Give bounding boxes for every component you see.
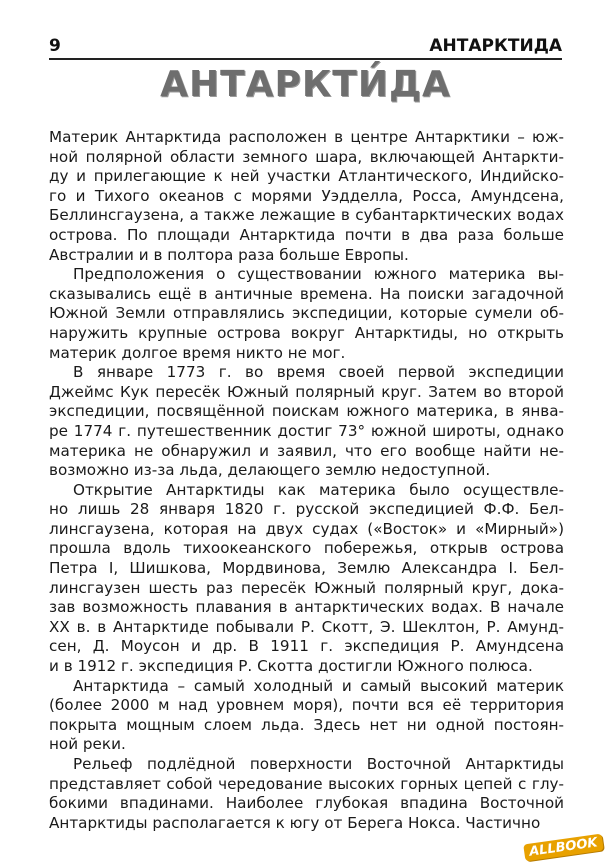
- text-line: бокими впадинами. Наиболее глубокая впадина Восточной: [49, 794, 564, 813]
- text-line: Беллинсгаузена, а также лежащие в субантарктических водах: [49, 206, 564, 225]
- text-line: материка не обнаружил и заявил, что его вообще найти не-: [49, 441, 564, 460]
- text-line: экспедиции, посвящённой поискам южного материка, в янва-: [49, 402, 564, 421]
- text-line: Открытие Антарктиды как материка было осуществле-: [73, 480, 564, 499]
- text-line: прошла вдоль тихоокеанского побережья, открыв острова: [49, 539, 564, 558]
- text-line: Петра I, Шишкова, Мордвинова, Землю Александра I. Бел-: [49, 559, 564, 578]
- text-line: материк долгое время никто не мог.: [49, 343, 346, 362]
- article-body: [49, 128, 564, 833]
- text-line: Предположения о существовании южного материка вы-: [73, 265, 564, 284]
- text-line: сен, Д. Моусон и др. В 1911 г. экспедиция Р. Амундсена: [49, 637, 564, 656]
- paragraph: [49, 755, 564, 833]
- paragraph: [49, 481, 564, 677]
- text-line: Антарктида – самый холодный и самый высокий материк: [73, 676, 564, 695]
- text-line: Материк Антарктида расположен в центре Антарктики – юж-: [49, 128, 564, 146]
- watermark-logo: [523, 834, 603, 862]
- text-line: XX в. в Антарктиде побывали Р. Скотт, Э. Шеклтон, Р. Амунд-: [49, 617, 564, 636]
- text-line: возможно из-за льда, делающего землю недоступной.: [49, 461, 491, 480]
- text-line: Австралии и в полтора раза больше Европы.: [49, 245, 409, 264]
- running-section-title: АНТАРКТИДА: [429, 36, 562, 56]
- text-line: Южной Земли отправлялись экспедиции, которые сумели об-: [49, 304, 564, 323]
- paragraph: [49, 265, 564, 363]
- text-line: острова. По площади Антарктида почти в два раза больше: [49, 225, 564, 244]
- text-line: наружить крупные острова вокруг Антарктиды, но открыть: [49, 323, 564, 342]
- text-line: ре 1774 г. путешественник достиг 73° южной широты, однако: [49, 421, 564, 440]
- page-title: АНТАРКТИ́ДА: [160, 64, 451, 105]
- paragraph: [49, 677, 564, 755]
- text-line: линсгаузен шесть раз пересёк Южный полярный круг, дока-: [49, 578, 564, 597]
- text-line: Рельеф подлёдной поверхности Восточной Антарктиды: [73, 755, 564, 773]
- text-line: покрыта мощным слоем льда. Здесь нет ни одной постоян-: [49, 715, 564, 734]
- text-line: ду и прилегающие к ней участки Атлантического, Индийско-: [49, 167, 564, 186]
- paragraph: [49, 128, 564, 265]
- page-number: 9: [49, 36, 61, 56]
- text-line: сказывались ещё в античные времена. На поиски загадочной: [49, 284, 564, 303]
- text-line: Джеймс Кук пересёк Южный полярный круг. Затем во второй: [49, 382, 564, 401]
- watermark-text: ALLBOOK: [523, 834, 603, 862]
- paragraph: [49, 363, 564, 481]
- text-line: (более 2000 м над уровнем моря), почти вся её территория: [49, 696, 564, 715]
- text-line: В январе 1773 г. во время своей первой экспедиции: [73, 363, 564, 382]
- text-line: ной полярной области земного шара, включающей Антаркти-: [49, 147, 564, 166]
- text-line: зав возможность плавания в антарктических водах. В начале: [49, 598, 564, 617]
- text-line: Антарктиды располагается к югу от Берега Нокса. Частично: [49, 813, 541, 832]
- text-line: но лишь 28 января 1820 г. русской экспедицией Ф.Ф. Бел-: [49, 500, 564, 519]
- page-header: [49, 30, 562, 60]
- text-line: представляет собой чередование высоких горных цепей с глу-: [49, 774, 564, 793]
- text-line: ной реки.: [49, 735, 126, 754]
- text-line: го и Тихого океанов с морями Уэдделла, Росса, Амундсена,: [49, 186, 564, 205]
- text-line: линсгаузена, которая на двух судах («Восток» и «Мирный»): [49, 519, 564, 538]
- text-line: и в 1912 г. экспедиция Р. Скотта достигли Южного полюса.: [49, 657, 533, 676]
